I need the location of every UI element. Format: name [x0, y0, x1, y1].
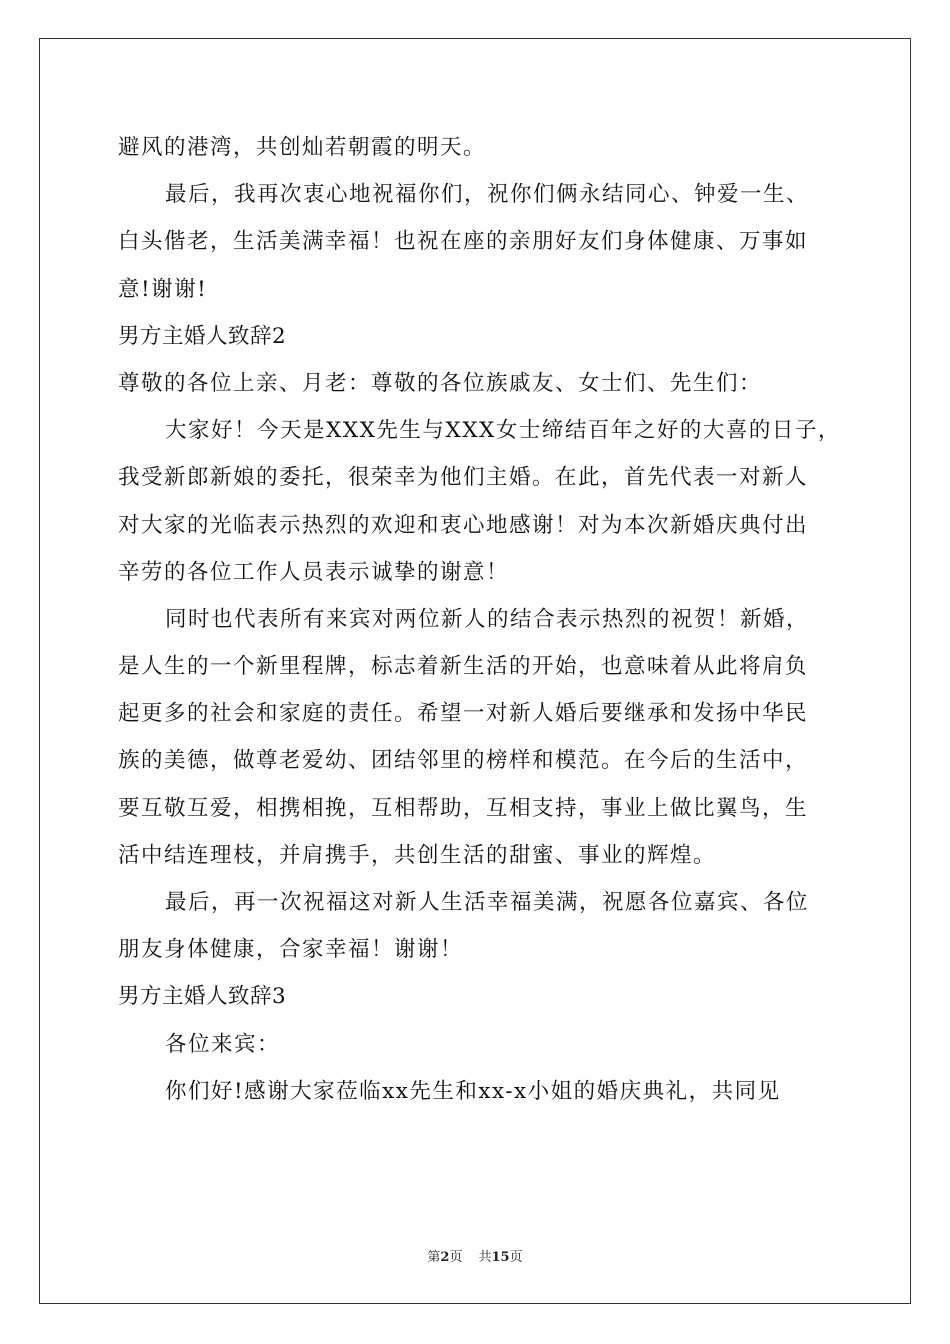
text-line: 避风的港湾，共创灿若朝霞的明天。 [118, 135, 487, 160]
text-line: 大家好！今天是XXX先生与XXX女士缔结百年之好的大喜的日子， [165, 418, 841, 444]
text-line: 你们好!感谢大家莅临xx先生和xx-x小姐的婚庆典礼，共同见 [165, 1078, 781, 1104]
text-line: 辛劳的各位工作人员表示诚挚的谢意！ [118, 559, 510, 585]
text-line: 白头偕老，生活美满幸福！也祝在座的亲朋好友们身体健康、万事如 [118, 229, 809, 255]
document-body [118, 124, 848, 1115]
text-line: 最后，再一次祝福这对新人生活幸福美满，祝愿各位嘉宾、各位 [165, 890, 810, 915]
page-prefix: 第 [427, 1250, 441, 1265]
text-line: 最后，我再次衷心地祝福你们，祝你们俩永结同心、钟爱一生、 [165, 182, 810, 208]
text-line: 同时也代表所有来宾对两位新人的结合表示热烈的祝贺！新婚， [165, 606, 810, 632]
page-footer [0, 1246, 950, 1265]
text-line: 起更多的社会和家庭的责任。希望一对新人婚后要继承和发扬中华民 [118, 701, 809, 727]
section-heading: 男方主婚人致辞3 [118, 984, 287, 1010]
total-prefix: 共 [478, 1250, 492, 1265]
total-unit: 页 [509, 1250, 523, 1265]
text-line: 要互敬互爱，相携相挽，互相帮助，互相支持，事业上做比翼鸟，生 [118, 795, 809, 821]
current-page-number: 2 [440, 1250, 450, 1265]
text-line: 各位来宾： [165, 1031, 281, 1057]
text-line: 我受新郎新娘的委托，很荣幸为他们主婚。在此，首先代表一对新人 [118, 465, 809, 491]
text-line: 是人生的一个新里程牌，标志着新生活的开始，也意味着从此将肩负 [118, 654, 809, 680]
section-heading: 男方主婚人致辞2 [118, 323, 287, 349]
text-line: 对大家的光临表示热烈的欢迎和衷心地感谢！对为本次新婚庆典付出 [118, 512, 809, 538]
text-line: 意!谢谢! [118, 276, 208, 302]
page-unit: 页 [449, 1250, 463, 1265]
total-page-count: 15 [491, 1250, 510, 1265]
text-line: 尊敬的各位上亲、月老：尊敬的各位族戚友、女士们、先生们： [118, 370, 763, 396]
text-line: 活中结连理枝，并肩携手，共创生活的甜蜜、事业的辉煌。 [118, 842, 717, 868]
text-line: 族的美德，做尊老爱幼、团结邻里的榜样和模范。在今后的生活中， [118, 748, 809, 774]
text-line: 朋友身体健康，合家幸福！谢谢！ [118, 937, 464, 963]
